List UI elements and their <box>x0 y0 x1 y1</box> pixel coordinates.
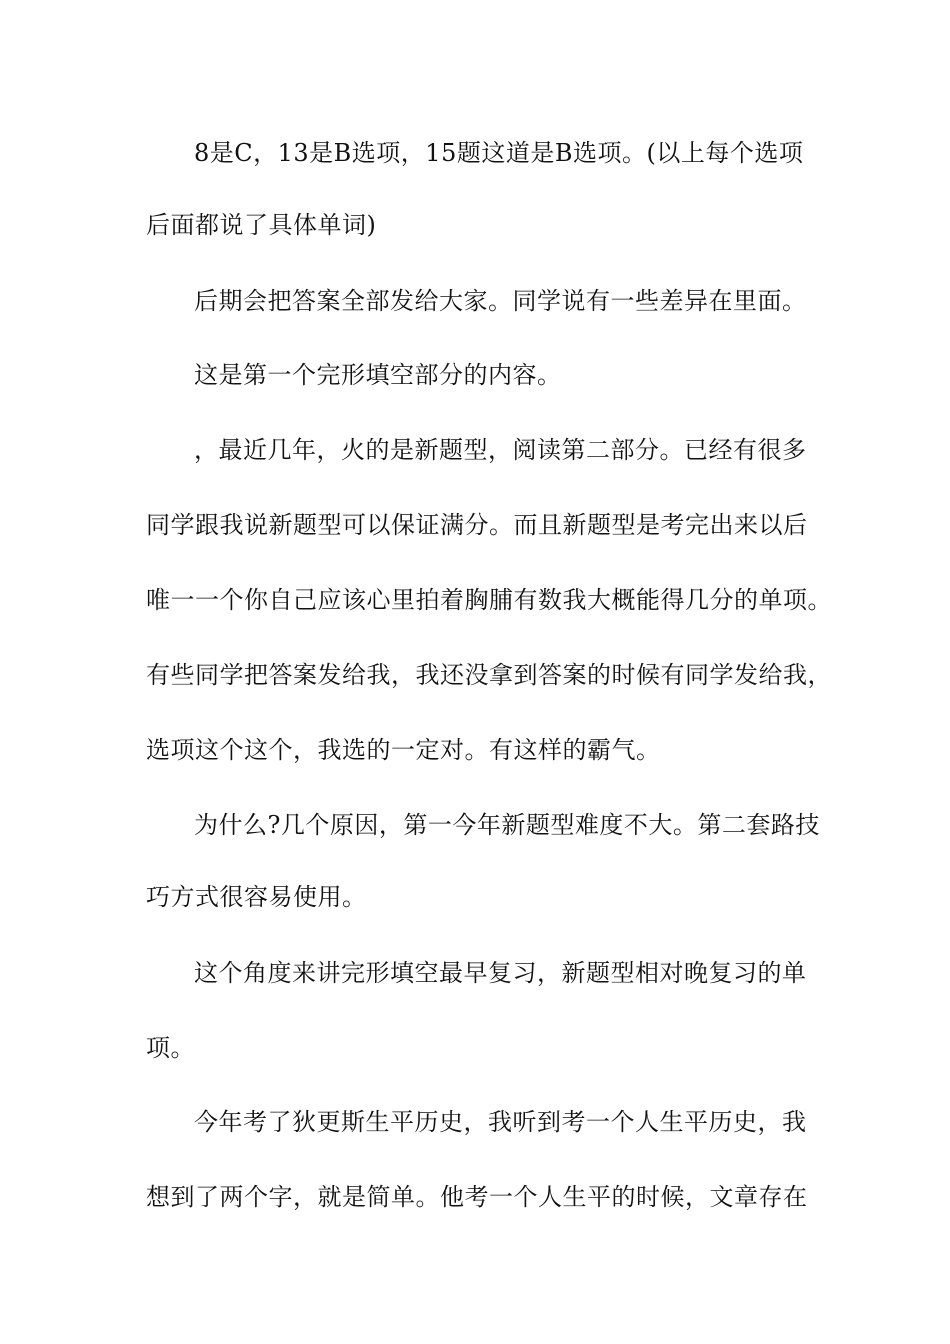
text-line: 有些同学把答案发给我，我还没拿到答案的时候有同学发给我， <box>146 661 832 689</box>
text-line: 唯一一个你自己应该心里拍着胸脯有数我大概能得几分的单项。 <box>146 586 832 614</box>
text-line: 项。 <box>146 1034 195 1062</box>
text-line: ，最近几年，火的是新题型，阅读第二部分。已经有很多 <box>194 436 807 464</box>
text-line: 今年考了狄更斯生平历史，我听到考一个人生平历史，我 <box>194 1108 807 1136</box>
text-line: 后期会把答案全部发给大家。同学说有一些差异在里面。 <box>194 287 807 315</box>
text-line: 后面都说了具体单词) <box>146 211 377 239</box>
text-line: 选项这个这个，我选的一定对。有这样的霸气。 <box>146 736 661 764</box>
text-line: 8是C，13是B选项，15题这道是B选项。(以上每个选项 <box>194 139 804 167</box>
text-line: 巧方式很容易使用。 <box>146 883 367 911</box>
text-line: 为什么?几个原因，第一今年新题型难度不大。第二套路技 <box>194 811 820 839</box>
text-line: 这是第一个完形填空部分的内容。 <box>194 361 562 389</box>
text-line: 这个角度来讲完形填空最早复习，新题型相对晚复习的单 <box>194 959 807 987</box>
text-line: 同学跟我说新题型可以保证满分。而且新题型是考完出来以后 <box>146 511 808 539</box>
text-line: 想到了两个字，就是简单。他考一个人生平的时候，文章存在 <box>146 1183 808 1211</box>
